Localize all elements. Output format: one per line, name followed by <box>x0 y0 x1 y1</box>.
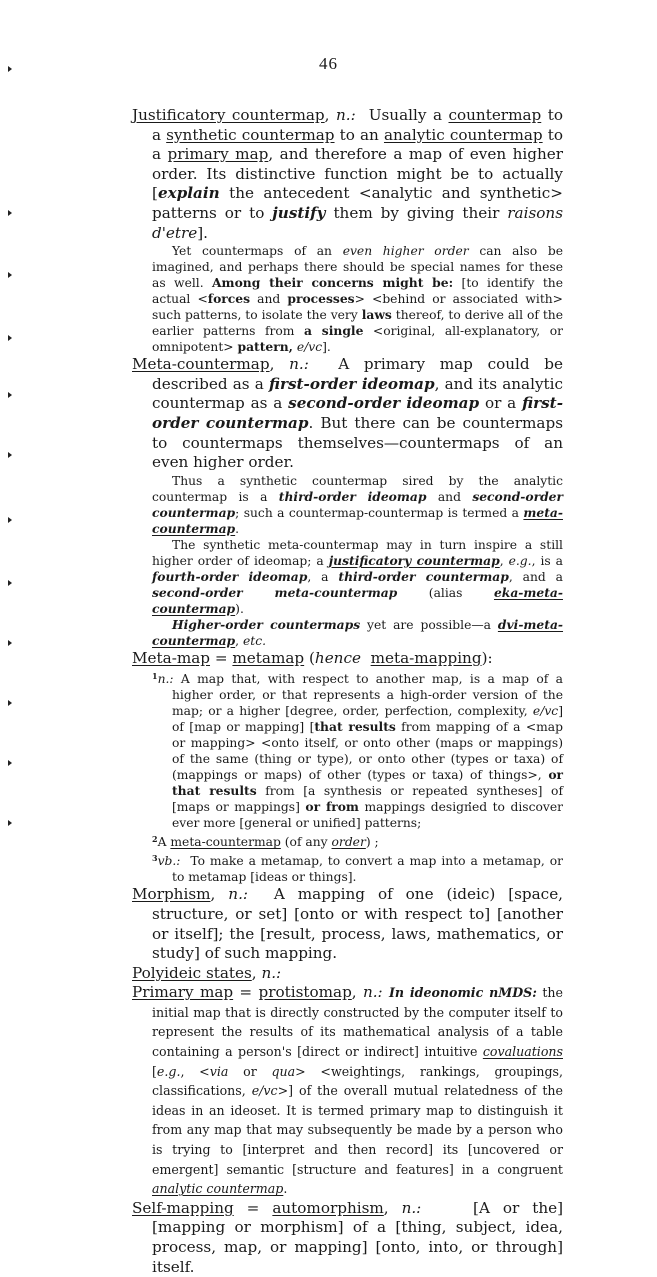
text-span: e.g. <box>156 1063 181 1079</box>
headword[interactable]: Morphism <box>132 885 211 904</box>
text-span: forces <box>207 291 250 307</box>
text-span: raisons d'etre <box>152 203 563 242</box>
headword[interactable]: Self-mapping <box>132 1198 234 1217</box>
margin-mark <box>8 760 12 766</box>
text-span: . <box>235 521 240 536</box>
text-span: them by giving their <box>325 203 508 222</box>
text-span: , and therefore a map of even higher order. Its distinctive function might be to actually [ <box>152 145 563 203</box>
text-span: n.: <box>261 963 282 982</box>
text-span <box>361 649 371 667</box>
text-span: fourth-order ideomap <box>152 568 308 584</box>
note-paragraph <box>132 243 563 355</box>
text-span: , and its analytic countermap as a <box>152 374 563 413</box>
cross-ref-link[interactable]: meta-countermap <box>170 835 281 850</box>
entry-primary-map: Primary map = protistomap, n.: In ideonomic nMDS: the initial map that is directly constructed by the computer itself to represent the results of its mathematical analysis of a table containing a person's [direct or indirect] intuitive covaluations [e.g., <via or qua> <weightings, rankings, groupings, classifications, e/vc>] of the overall mutual relatedness of the ideas in an ideoset. It is termed primary map to distinguish it from any map that may subsequently be made by a person who is trying to [interpret and then record] its [uncovered or emergent] semantic [structure and features] in a congruent analytic countermap. <box>132 983 563 1197</box>
margin-mark <box>8 640 12 646</box>
text-span: from [a synthesis or repeated syntheses] of [maps or mappings] <box>172 784 563 815</box>
text-span: ]. <box>322 340 331 355</box>
text-span: or a <box>479 394 523 413</box>
text-span: first-order countermap <box>152 394 563 432</box>
cross-ref-link[interactable]: eka-meta-countermap <box>152 584 563 616</box>
text-span: ): <box>481 648 493 667</box>
text-span: Yet countermaps of an <box>172 244 343 259</box>
text-span: etc. <box>242 633 266 648</box>
text-span: the initial map that is directly constructed by the computer itself to represent the results of its mathematical analysis of a table containing a person's [direct or indirect] intuitive <box>152 985 563 1060</box>
text-span: . But there can be countermaps to countermaps themselves—countermaps of an even higher order. <box>152 413 563 472</box>
sense-1 <box>132 668 563 831</box>
margin-mark <box>8 210 12 216</box>
text-span: n.: <box>362 983 383 1002</box>
margin-mark <box>8 66 12 72</box>
text-span: or that results <box>172 767 563 799</box>
text-span: a single <box>303 323 364 339</box>
text-span: (alias <box>397 585 494 600</box>
note-paragraph <box>132 537 563 617</box>
text-span: via <box>209 1063 229 1079</box>
headword[interactable]: Justificatory countermap <box>132 106 325 124</box>
text-span: 1 <box>152 671 158 682</box>
entry-self-mapping: Self-mapping = automorphism, n.: [A or the] [mapping or morphism] of a [thing, subject, idea, process, map, or mapping] [onto, into, or through] itself. <box>132 1198 564 1276</box>
text-span: thereof, to derive all of the earlier patterns from <box>152 308 563 339</box>
text-span: mappings designed to discover ever more [general or unified] patterns; <box>172 800 563 831</box>
page-number: 46 <box>319 54 338 73</box>
text-span: explain <box>157 184 220 203</box>
text-span: third-order countermap <box>338 568 509 584</box>
entry-meta-countermap: Meta-countermap, n.: A primary map could be described as a first-order ideomap, and its analytic countermap as a second-order ideomap or a first-order countermap. But there can be countermaps to countermaps themselves—countermaps of an even higher order. <box>132 355 564 472</box>
text-span: e/vc <box>251 1083 278 1099</box>
text-span: , <box>235 633 243 648</box>
text-span: <original, all-explanatory, or omnipotent> <box>152 324 563 355</box>
sense-2 <box>132 831 563 850</box>
cross-ref-link[interactable]: analytic countermap <box>152 1181 284 1197</box>
text-span: yet are possible—a <box>360 617 498 632</box>
entry-polyideic-states: Polyideic states, n.: <box>132 963 282 982</box>
text-span: n.: <box>157 672 174 687</box>
text-span: 3 <box>152 853 158 864</box>
text-span: [to identify the actual < <box>152 276 563 307</box>
text-span: to a <box>152 106 563 144</box>
text-span: >] of the overall mutual relatedness of the ideas in an ideoset. It is termed primary map to distinguish it from any map that may subsequently be made by a person who is trying to [interpret and then record] its [uncovered or emergent] semantic [structure and features] in a congruent <box>152 1083 563 1177</box>
text-span: = <box>233 1198 273 1217</box>
text-span: vb.: <box>157 854 181 869</box>
text-span: > <behind or associated with> such patterns, to isolate the very <box>152 292 563 323</box>
text-span: and <box>426 489 473 504</box>
text-span: qua <box>271 1063 296 1079</box>
text-span: ( <box>304 648 315 667</box>
cross-ref-link[interactable]: metamap <box>232 648 305 667</box>
text-span: second-order ideomap <box>288 394 480 413</box>
text-span: > <weightings, rankings, groupings, classifications, <box>152 1063 563 1099</box>
text-span: can also be imagined, and perhaps there should be special names for these as well. <box>152 244 563 291</box>
text-span: that results <box>314 719 396 735</box>
text-span: third-order ideomap <box>278 488 427 504</box>
entry-morphism: Morphism, n.: A mapping of one (ideic) [space, structure, or set] [onto or with respect to] [another or itself]; the [result, process, laws, mathematics, or study] of such mapping. <box>132 885 564 963</box>
text-span: A mapping of one (ideic) [space, structure, or set] [onto or with respect to] [another or itself]; the [result, process, laws, mathematics, or study] of such mapping. <box>152 885 564 963</box>
cross-ref-link[interactable]: justificatory countermap <box>328 552 500 568</box>
text-span: In ideonomic nMDS: <box>388 985 537 1001</box>
text-span: n.: <box>228 885 249 904</box>
text-span: justify <box>272 203 326 222</box>
text-span: ) ; <box>365 835 379 850</box>
margin-mark <box>8 820 12 826</box>
text-span: second-order countermap <box>152 488 563 520</box>
cross-ref-link[interactable]: synthetic countermap <box>166 125 335 144</box>
part-of-speech: n.: <box>335 106 356 124</box>
text-span: or from <box>305 799 359 815</box>
text-span: 2 <box>152 834 158 845</box>
text-span: processes <box>287 291 355 307</box>
cross-ref-link[interactable]: meta-mapping <box>370 648 482 667</box>
note-paragraph <box>132 473 563 537</box>
margin-mark <box>8 272 12 278</box>
glossary-column <box>132 106 567 1277</box>
text-span: second-order meta-countermap <box>152 584 398 600</box>
text-span: [ <box>152 1063 157 1079</box>
text-span: A <box>157 835 171 850</box>
text-span: (of any <box>280 835 332 850</box>
text-span: pattern, <box>237 339 293 355</box>
entry-justificatory-countermap: Justificatory countermap, n.: Usually a countermap to a synthetic countermap to an analytic countermap to a primary map, and therefore a map of even higher order. Its distinctive function might be to actually [explain the antecedent <analytic and synthetic> patterns or to justify them by giving their raisons d'etre]. <box>132 106 563 242</box>
text-span: to a <box>152 125 563 164</box>
text-span: [A or the] [mapping or morphism] of a [thing, subject, idea, process, map, or mapping] [onto, into, or through] itself. <box>152 1198 564 1276</box>
text-span: first-order ideomap <box>268 374 435 393</box>
note-paragraph <box>132 617 563 649</box>
text-span: n.: <box>401 1198 422 1217</box>
text-span: , < <box>180 1063 210 1079</box>
text-span: hence <box>314 648 361 667</box>
text-span: , <box>499 553 509 568</box>
text-span: ; such a countermap-countermap is termed a <box>235 505 524 520</box>
cross-ref-link[interactable]: protistomap <box>258 983 352 1002</box>
text-span: = <box>210 648 233 667</box>
margin-mark <box>8 392 12 398</box>
text-span: laws <box>361 307 392 323</box>
margin-mark <box>8 700 12 706</box>
text-span: The synthetic meta-countermap may in turn inspire a still higher order of ideomap; a <box>152 537 563 568</box>
text-span: e/vc <box>532 704 559 719</box>
cross-ref-link[interactable]: dvi-meta-countermap <box>152 616 564 648</box>
headword[interactable]: Meta-countermap <box>132 355 270 374</box>
text-span: ). <box>235 601 244 616</box>
cross-ref-link[interactable]: covaluations <box>482 1044 563 1060</box>
margin-mark <box>8 452 12 458</box>
text-span: ]. <box>197 223 209 242</box>
text-span: . <box>283 1181 288 1197</box>
margin-mark <box>8 335 12 341</box>
cross-ref-link[interactable]: automorphism <box>272 1198 384 1217</box>
text-span: and <box>250 292 288 307</box>
cross-ref-link[interactable]: order <box>331 835 366 850</box>
headword[interactable]: Meta-map <box>132 648 211 667</box>
text-span: , and a <box>508 569 563 584</box>
cross-ref-link[interactable]: analytic countermap <box>383 125 543 144</box>
text-span: e.g. <box>508 553 532 568</box>
text-span: Usually a <box>368 106 449 124</box>
text-span: e/vc <box>296 340 323 355</box>
margin-mark <box>8 517 12 523</box>
text-span: Thus a synthetic countermap sired by the analytic countermap is a <box>152 473 563 504</box>
text-span: A map that, with respect to another map, is a map of a higher order, or that represents a high-order version of the map; or a higher [degree, order, perfection, complexity, <box>172 672 563 719</box>
text-span: To make a metamap, to convert a map into a metamap, or to metamap [ideas or things]. <box>172 854 567 885</box>
text-span: , is a <box>531 553 563 568</box>
sense-3 <box>132 850 567 885</box>
text-span: = <box>233 983 259 1002</box>
entry-meta-map <box>132 649 563 669</box>
text-span: ] of [map or mapping] [ <box>172 704 563 735</box>
headword[interactable]: Polyideic states <box>132 963 252 982</box>
text-span: Among their concerns might be: <box>212 275 454 291</box>
headword[interactable]: Primary map <box>132 983 234 1002</box>
part-of-speech: n.: <box>289 355 309 374</box>
text-span: , a <box>307 569 339 584</box>
margin-mark <box>8 580 12 586</box>
text-span: the antecedent <analytic and synthetic> patterns or to <box>152 184 563 222</box>
text-span: Higher-order countermaps <box>172 616 361 632</box>
text-span: or <box>228 1063 272 1079</box>
cross-ref-link[interactable]: primary map <box>167 145 269 164</box>
text-span: A primary map could be described as a <box>152 355 564 393</box>
text-span: to an <box>334 125 384 144</box>
text-span: even higher order <box>342 244 469 259</box>
cross-ref-link[interactable]: countermap <box>448 106 542 124</box>
cross-ref-link[interactable]: meta-countermap <box>152 504 563 536</box>
text-span: from mapping of a <map or mapping> <onto itself, or onto other (maps or mappings) of the same (thing or type), or onto other (types or taxa) of (mappings or maps) of other (types or taxa) of things>, <box>172 720 563 783</box>
